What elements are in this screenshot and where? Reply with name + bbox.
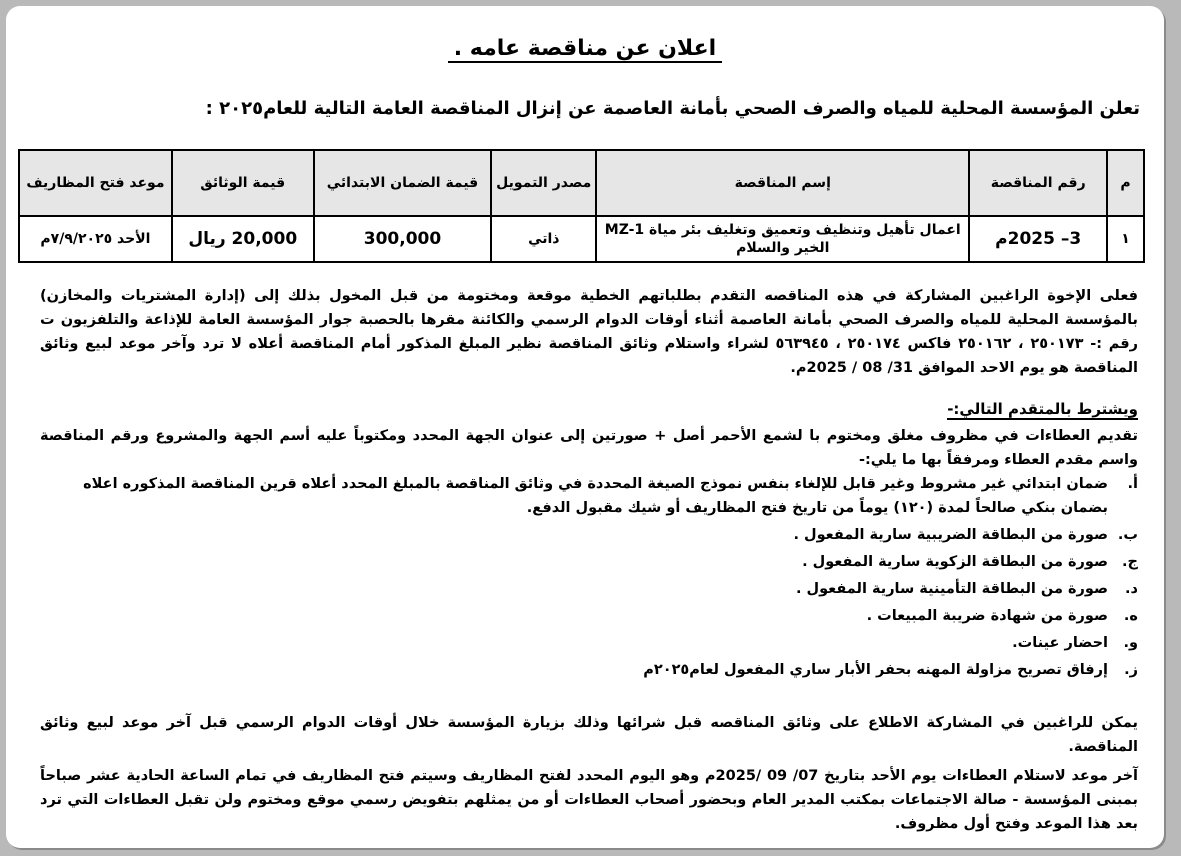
list-item: د. صورة من البطاقة التأمينية سارية المفعول . xyxy=(795,581,1138,597)
tender-table xyxy=(18,149,1145,263)
header-opening-date: موعد فتح المظاريف xyxy=(19,150,172,216)
list-item: ز. إرفاق تصريح مزاولة المهنه بحفر الأبار ساري المفعول لعام٢٠٢٥م xyxy=(643,662,1138,678)
tender-announcement-page xyxy=(6,6,1164,848)
cell-guarantee-value: 300,000 xyxy=(314,216,492,262)
cell-tender-name: اعمال تأهيل وتنظيف وتعميق وتغليف بئر مياة MZ-1 الخير والسلام xyxy=(596,216,969,262)
list-item: أ. ضمان ابتدائي غير مشروط وغير قابل للإلغاء بنفس نموذج الصيغة المحددة في وثائق المناقصة بالمبلغ المحدد أعلاه قرين المناقصة المذكوره اعلاه بضمان بنكي صالحاً لمدة (١٢٠) يوماً من تاريخ فتح المظاريف أو شيك مقبول الدفع. xyxy=(83,476,1138,516)
announcement-title: اعلان عن مناقصة عامه . xyxy=(6,36,1164,61)
cell-opening-date: الأحد ٧/٩/٢٠٢٥م xyxy=(19,216,172,262)
header-documents-price: قيمة الوثائق xyxy=(172,150,314,216)
submission-paragraph: تقديم العطاءات في مظروف مغلق ومختوم با لشمع الأحمر أصل + صورتين إلى عنوان الجهة المحدد ومكتوباً عليه أسم الجهة والمشروع ورقم المناقصة واسم مقدم العطاء ومرفقاً بها ما يلي:- xyxy=(40,428,1138,468)
list-item: ج. صورة من البطاقة الزكوية سارية المفعول . xyxy=(802,554,1138,570)
header-tender-number: رقم المناقصة xyxy=(969,150,1107,216)
list-item: ه. صورة من شهادة ضريبة المبيعات . xyxy=(866,608,1138,624)
list-item: و. احضار عينات. xyxy=(1012,635,1138,651)
cell-documents-price: 20,000 ريال xyxy=(172,216,314,262)
tender-table-header-row xyxy=(19,150,1144,216)
header-funding-source: مصدر التمويل xyxy=(491,150,596,216)
header-index: م xyxy=(1107,150,1144,216)
table-row xyxy=(19,216,1144,262)
cell-funding-source: ذاتي xyxy=(491,216,596,262)
conditions-heading: ويشترط بالمتقدم التالي:- xyxy=(947,400,1138,418)
cell-tender-number: 3– 2025م xyxy=(969,216,1107,262)
cell-index: ١ xyxy=(1107,216,1144,262)
header-tender-name: إسم المناقصة xyxy=(596,150,969,216)
participation-paragraph: فعلى الإخوة الراغبين المشاركة في هذه المناقصه التقدم بطلباتهم الخطية موقعة ومختومة من قبل المخول بذلك إلى (إدارة المشتريات والمخازن) بالمؤسسة المحلية للمياه والصرف الصحي بأمانة العاصمة أثناء أوقات الدوام الرسمي والكائنة مقرها بالحصبة جوار المؤسسة العامة للإذاعة والتلفزيون ت رقم :- ٢٥٠١٧٣ ، ٢٥٠١٦٢ فاكس ٢٥٠١٧٤ ، ٥٦٣٩٤٥ لشراء واستلام وثائق المناقصة نظير المبلغ المذكور أمام المناقصة أعلاه لا ترد وآخر موعد لبيع وثائق المناقصة هو يوم الاحد الموافق 31/ 08 / 2025م. xyxy=(40,288,1139,376)
requirements-list xyxy=(40,472,1138,685)
inspection-paragraph: يمكن للراغبين في المشاركة الاطلاع على وثائق المناقصه قبل شرائها وذلك بزيارة المؤسسة خلال أوقات الدوام الرسمي قبل آخر موعد لبيع وثائق المناقصة. xyxy=(40,715,1138,755)
list-item: ب. صورة من البطاقة الضريبية سارية المفعول . xyxy=(793,527,1138,543)
deadline-paragraph: آخر موعد لاستلام العطاءات يوم الأحد بتاريخ 07/ 09 /2025م وهو اليوم المحدد لفتح المظاريف وسيتم فتح المظاريف في تمام الساعة الحادية عشر صباحاً بمبنى المؤسسة - صالة الاجتماعات بمكتب المدير العام وبحضور أصحاب العطاءات أو من يمثلهم بتفويض رسمي موقع ومختوم ولن تقبل العطاءات التي ترد بعد هذا الموعد وفتح أول مظروف. xyxy=(40,768,1138,832)
announcement-subtitle: تعلن المؤسسة المحلية للمياه والصرف الصحي بأمانة العاصمة عن إنزال المناقصة العامة التالية للعام٢٠٢٥ : xyxy=(205,98,1140,119)
header-guarantee-value: قيمة الضمان الابتدائي xyxy=(314,150,492,216)
